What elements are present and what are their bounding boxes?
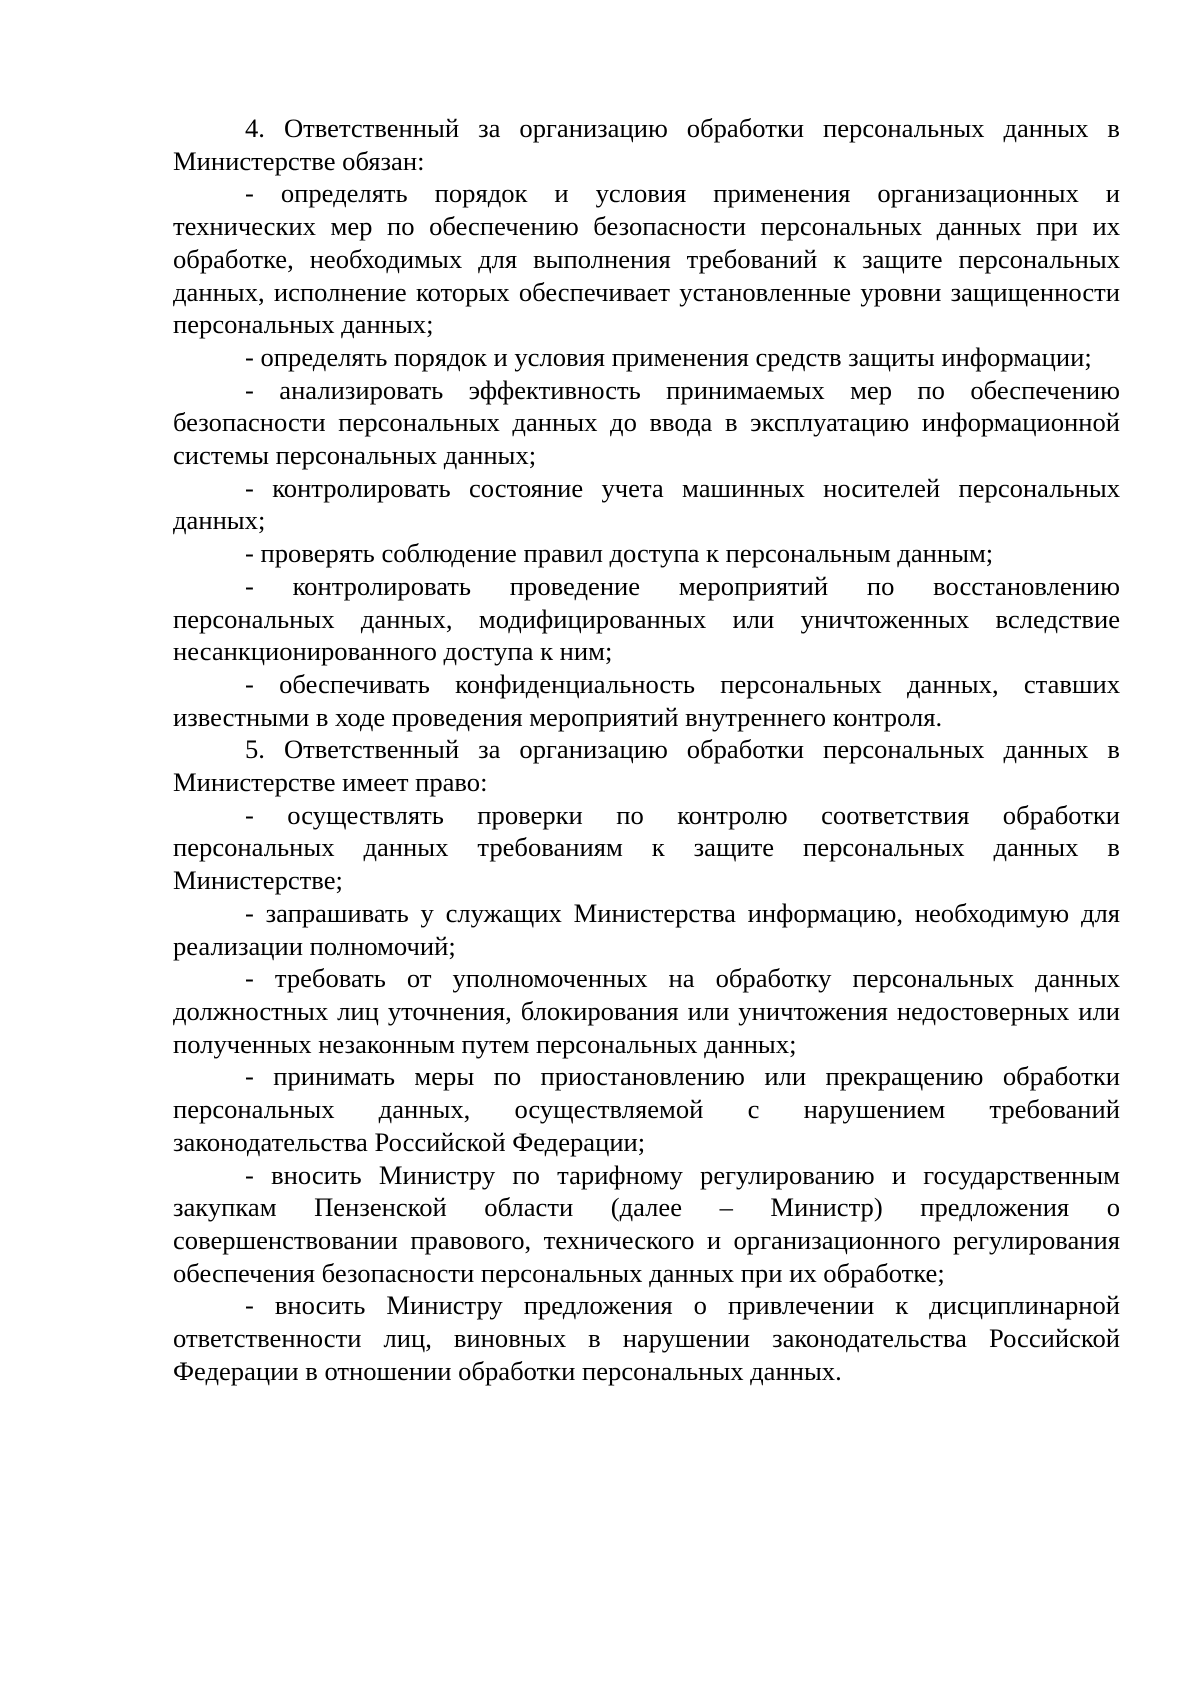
document-body xyxy=(173,112,1120,1387)
paragraph-item: - осуществлять проверки по контролю соответствия обработки персональных данных требованиям к защите персональных данных в Министерстве; xyxy=(173,799,1120,896)
paragraph-item: - контролировать проведение мероприятий по восстановлению персональных данных, модифицированных или уничтоженных вследствие несанкционированного доступа к ним; xyxy=(173,570,1120,667)
paragraph-item: - требовать от уполномоченных на обработку персональных данных должностных лиц уточнения, блокирования или уничтожения недостоверных или полученных незаконным путем персональных данных; xyxy=(173,963,1120,1059)
paragraph-section-4: 4. Ответственный за организацию обработки персональных данных в Министерстве обязан: xyxy=(173,113,1120,176)
paragraph-item: - запрашивать у служащих Министерства информацию, необходимую для реализации полномочий; xyxy=(173,897,1120,961)
paragraph-section-5: 5. Ответственный за организацию обработки персональных данных в Министерстве имеет право: xyxy=(173,734,1120,798)
paragraph-item: - принимать меры по приостановлению или прекращению обработки персональных данных, осуществляемой с нарушением требований законодательства Российской Федерации; xyxy=(173,1061,1120,1157)
paragraph-item: - вносить Министру по тарифному регулированию и государственным закупкам Пензенской области (далее – Министр) предложения о совершенствовании правового, технического и организационного регулирования обеспечения безопасности персональных данных при их обработке; xyxy=(173,1159,1120,1288)
paragraph-item: - обеспечивать конфиденциальность персональных данных, ставших известными в ходе проведения мероприятий внутреннего контроля. xyxy=(173,668,1120,732)
paragraph-item: - вносить Министру предложения о привлечении к дисциплинарной ответственности лиц, виновных в нарушении законодательства Российской Федерации в отношении обработки персональных данных. xyxy=(173,1290,1120,1386)
paragraph-item: - определять порядок и условия применения средств защиты информации; xyxy=(245,341,1092,372)
paragraph-item: - контролировать состояние учета машинных носителей персональных данных; xyxy=(173,472,1120,536)
paragraph-item: - анализировать эффективность принимаемых мер по обеспечению безопасности персональных данных до ввода в эксплуатацию информационной системы персональных данных; xyxy=(173,374,1120,471)
paragraph-item: - определять порядок и условия применения организационных и технических мер по обеспечению безопасности персональных данных при их обработке, необходимых для выполнения требований к защите персональных данных, исполнение которых обеспечивает установленные уровни защищенности персональных данных; xyxy=(173,178,1120,340)
paragraph-item: - проверять соблюдение правил доступа к персональным данным; xyxy=(245,538,994,569)
